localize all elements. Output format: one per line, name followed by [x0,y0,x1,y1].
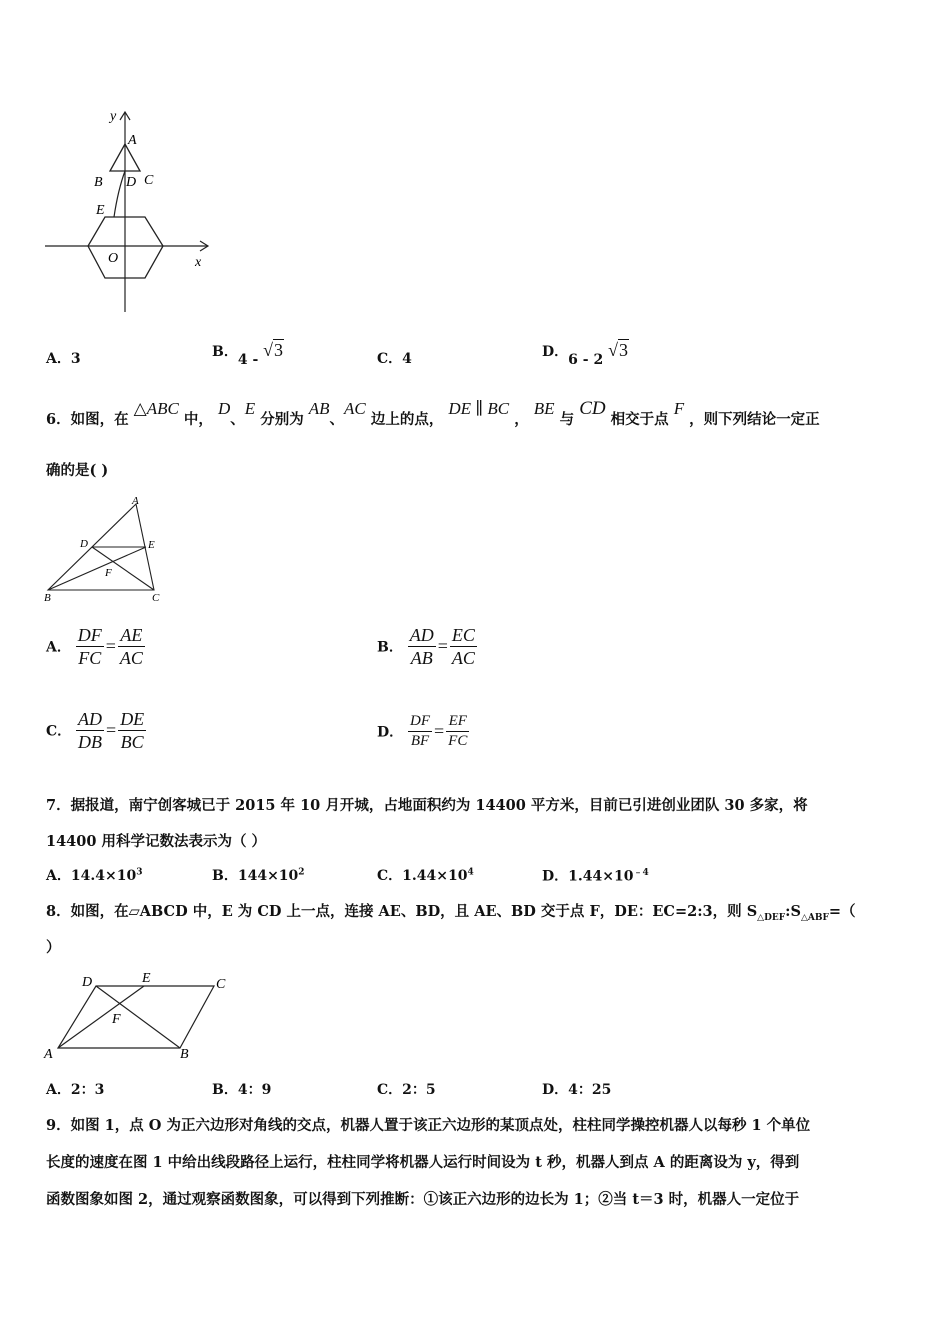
denominator: BC [120,732,144,752]
q5-option-b [212,340,284,368]
q6-stem-line2: 确的是( ) [46,462,109,479]
equals: = [105,636,116,656]
q8-sub1: △DEF [757,912,786,923]
parallelogram-icon: ▱ [128,904,140,920]
parallelogram [58,986,214,1048]
segment-ae [58,986,144,1048]
exponent: ﹣4 [633,868,649,878]
numerator: AD [78,709,103,729]
option-letter: A． [46,868,71,884]
denominator: FC [78,648,102,668]
q8-option-a [46,1079,104,1099]
option-letter: D． [377,724,404,741]
numerator: AD [409,625,434,645]
denominator: AC [119,648,143,668]
denominator: BF [410,733,430,749]
option-value: 4：25 [568,1082,612,1098]
q8-end: =（ [828,903,856,920]
q8-pre: 8．如图，在 [46,903,129,920]
option-value: 4 - [237,352,259,368]
label-b: B [94,175,103,190]
label-b: B [180,1047,189,1062]
q6-t6: ，则下列结论一定正 [689,411,820,428]
q5-figure [40,100,220,320]
segment-cd [92,547,154,590]
option-letter: B． [377,639,403,656]
label-f: F [112,1012,121,1027]
option-value: 4：9 [237,1082,272,1098]
numerator: DE [120,709,145,729]
numerator: DF [408,712,432,732]
numerator: AE [118,624,145,647]
exponent: 4 [467,867,474,878]
q8-figure [40,966,240,1066]
q6-figure [40,494,180,606]
label-d: D [82,975,93,990]
option-letter: D． [542,1082,569,1098]
q6-option-c [46,708,146,753]
q6-t3: 边上的点， [370,411,444,428]
q7-option-c [377,865,474,885]
q6-f: F [673,399,685,418]
fraction-right [450,624,477,669]
option-letter: D． [542,344,569,360]
fraction-right [118,708,146,753]
q7-option-b [212,865,305,885]
q9-stem-line2: 长度的速度在图 1 中给出线段路径上运行，柱柱同学将机器人运行时间设为 t 秒，机器人到点 A 的距离设为 y，得到 [46,1154,800,1171]
label-e: E [96,203,105,218]
q8-option-d [542,1079,611,1099]
fraction-left [76,624,104,669]
option-letter: B． [212,868,238,884]
sqrt: √3 [263,340,284,360]
exponent: 2 [298,867,305,878]
q6-ab: AB [308,399,330,418]
sqrt: √3 [608,340,628,360]
label-a: A [44,1047,53,1062]
q9-stem-line3: 函数图象如图 2，通过观察函数图象，可以得到下列推断：①该正六边形的边长为 1；②当 t＝3 时，机器人一定位于 [46,1191,800,1208]
q7-stem-line1: 7．据报道，南宁创客城已于 2015 年 10 月开城，占地面积约为 14400 平方米，目前已引进创业团队 30 多家，将 [46,797,808,814]
option-base: 1.44×10 [568,868,634,885]
fraction-left [408,624,436,669]
option-value: 2：5 [402,1082,436,1098]
option-value: 4 [402,351,412,367]
q6-option-b [377,624,477,669]
numerator: DF [77,625,102,645]
radicand: 3 [618,340,628,360]
q8-main: ABCD 中，E 为 CD 上一点，连接 AE、BD，且 AE、BD 交于点 F，DE：EC=2:3，则 S [139,903,758,920]
denominator: DB [78,732,103,752]
q8-stem-line2: ） [46,939,61,956]
numerator: EF [446,712,469,732]
label-f: F [105,567,112,579]
q8-option-c [377,1079,436,1099]
option-letter: C． [377,351,403,367]
path-de [114,171,125,217]
q8-sub2: △ABF [800,912,829,923]
radicand: 3 [274,340,284,360]
label-e: E [148,539,155,551]
q6-tri: △ABC [133,399,179,418]
option-letter: A． [46,639,71,656]
q6-t5: 相交于点 [610,411,669,428]
q6-sep2: 、 [329,411,345,428]
denominator: AC [451,648,475,668]
option-letter: A． [46,351,71,367]
q6-sep1: 、 [230,411,245,428]
label-d: D [126,175,137,190]
q6-option-d [377,712,469,751]
option-base: 14.4×10 [70,868,137,884]
option-value: 2：3 [70,1082,105,1098]
label-y: y [110,109,117,124]
label-o: O [108,251,119,266]
fraction-left [76,708,104,753]
label-c: C [144,173,154,188]
fraction-right [118,624,145,669]
q6-stem [46,398,820,429]
option-letter: D． [542,868,569,885]
q6-t4: 与 [559,411,575,428]
option-letter: A． [46,1082,71,1098]
label-e: E [142,971,151,986]
option-value: 6 - 2 [568,352,604,368]
numerator: EC [451,625,475,645]
denominator: AB [410,648,433,668]
q5-option-c [377,348,412,368]
q6-d: D [217,399,231,418]
q7-option-a [46,865,142,885]
option-letter: B． [212,344,238,360]
fraction-left [408,712,432,751]
label-a: A [128,133,137,148]
segment-bd [96,986,180,1048]
equals: = [434,721,445,741]
exponent: 3 [136,867,143,878]
q6-option-a [46,624,145,669]
q6-ac: AC [344,399,366,418]
q6-be: BE [533,399,555,418]
q6-t2: 分别为 [260,411,304,428]
option-letter: C． [377,868,403,884]
q8-stem-line1 [46,900,856,923]
option-letter: C． [377,1082,403,1098]
q7-option-d [542,865,649,886]
label-c: C [216,977,226,992]
option-base: 1.44×10 [402,868,468,884]
option-base: 144×10 [237,868,299,884]
q5-option-a [46,348,81,368]
segment-be [48,547,146,590]
denominator: FC [448,733,468,749]
q7-stem-line2: 14400 用科学记数法表示为（ ） [46,833,267,850]
equals: = [437,636,448,656]
q6-e: E [244,399,256,418]
fraction-right [446,712,469,751]
option-letter: B． [212,1082,238,1098]
q6-comma: ， [514,411,529,428]
option-letter: C． [46,723,72,740]
label-a: A [132,495,139,507]
label-d: D [80,538,88,550]
q6-num: 6．如图，在 [46,411,129,428]
equals: = [106,720,117,740]
q6-cd: CD [579,398,606,419]
option-value: 3 [70,351,81,367]
q6-debc: DE ∥ BC [448,399,510,418]
q8-option-b [212,1079,271,1099]
q5-option-d [542,340,629,368]
q8-mid: :S [785,903,801,920]
label-x: x [195,255,202,270]
q6-t1: 中， [183,411,213,428]
label-c: C [152,592,160,604]
label-b: B [44,592,51,604]
q9-stem-line1: 9．如图 1，点 O 为正六边形对角线的交点，机器人置于该正六边形的某顶点处，柱柱同学操控机器人以每秒 1 个单位 [46,1117,811,1134]
